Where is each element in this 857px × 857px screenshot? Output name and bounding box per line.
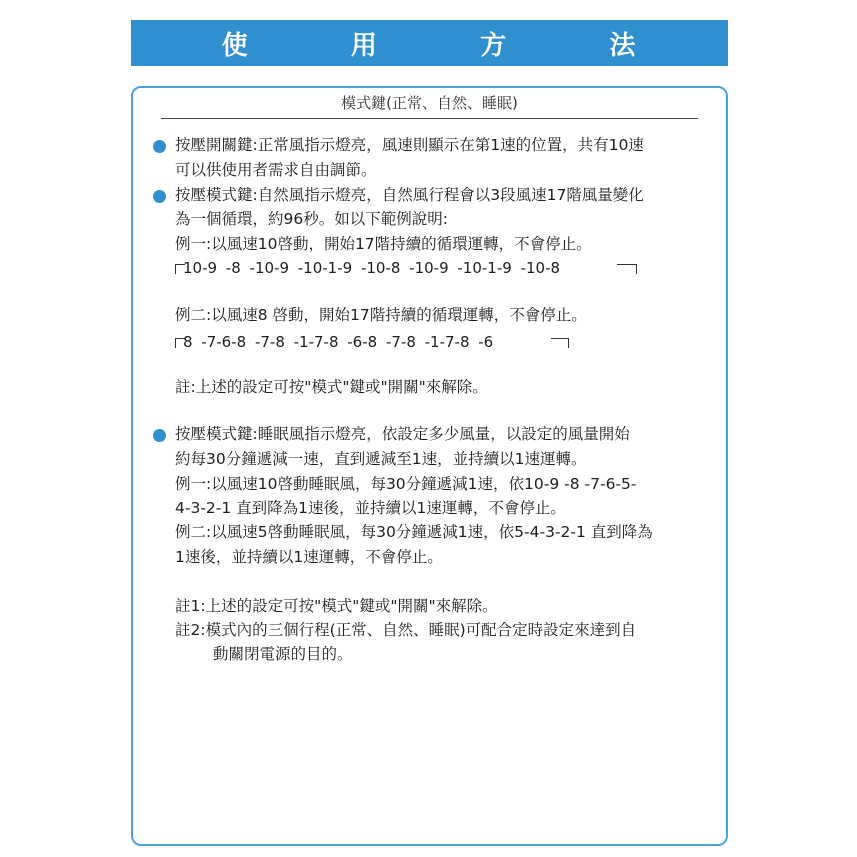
bullet2-line1: 按壓模式鍵:自然風指示燈亮，自然風行程會以3段風速17階風量變化 xyxy=(175,186,644,204)
page-header-bar xyxy=(131,20,728,66)
example2-sequence: 8 -7-6-8 -7-8 -1-7-8 -6-8 -7-8 -1-7-8 -6 xyxy=(183,333,494,351)
example2-bracket-right xyxy=(551,338,569,348)
footnote-2-line2: 動關閉電源的目的。 xyxy=(213,645,353,663)
bullet-dot-2 xyxy=(153,190,166,203)
bullet2-example2-label: 例二:以風速8 啓動，開始17階持續的循環運轉，不會停止。 xyxy=(175,306,587,324)
section-title-divider xyxy=(161,118,698,119)
bullet2-note: 註:上述的設定可按"模式"鍵或"開關"來解除。 xyxy=(175,378,488,396)
bullet2-line2: 為一個循環，約96秒。如以下範例說明: xyxy=(175,210,448,228)
footnote-2-line1: 註2:模式內的三個行程(正常、自然、睡眠)可配合定時設定來達到自 xyxy=(175,621,637,639)
section-title: 模式鍵(正常、自然、睡眠) xyxy=(341,94,518,112)
footnote-1: 註1:上述的設定可按"模式"鍵或"開關"來解除。 xyxy=(175,597,498,615)
bullet3-example2-line2: 1速後，並持續以1速運轉，不會停止。 xyxy=(175,548,443,566)
bullet1-line1: 按壓開關鍵:正常風指示燈亮，風速則顯示在第1速的位置，共有10速 xyxy=(175,136,644,154)
bullet3-example2-line1: 例二:以風速5啓動睡眠風，每30分鐘遞減1速，依5-4-3-2-1 直到降為 xyxy=(175,523,653,541)
header-char-1: 使 xyxy=(221,30,250,61)
example1-sequence: 10-9 -8 -10-9 -10-1-9 -10-8 -10-9 -10-1-9 -10-8 xyxy=(183,259,561,277)
bullet-dot-3 xyxy=(153,429,166,442)
header-char-2: 用 xyxy=(350,30,379,61)
bullet3-line2: 約每30分鐘遞減一速，直到遞減至1速，並持續以1速運轉。 xyxy=(175,450,587,468)
bullet3-example1-line1: 例一:以風速10啓動睡眠風，每30分鐘遞減1速，依10-9 -8 -7-6-5- xyxy=(175,475,637,493)
header-char-3: 方 xyxy=(480,30,509,61)
bullet1-line2: 可以供使用者需求自由調節。 xyxy=(175,161,377,179)
instructions-panel xyxy=(131,86,728,846)
header-char-4: 法 xyxy=(609,30,638,61)
bullet3-line1: 按壓模式鍵:睡眠風指示燈亮，依設定多少風量，以設定的風量開始 xyxy=(175,425,630,443)
bullet-dot-1 xyxy=(153,140,166,153)
example1-bracket-right xyxy=(617,264,637,274)
bullet3-example1-line2: 4-3-2-1 直到降為1速後，並持續以1速運轉，不會停止。 xyxy=(175,499,566,517)
bullet2-example1-label: 例一:以風速10啓動，開始17階持續的循環運轉，不會停止。 xyxy=(175,235,592,253)
